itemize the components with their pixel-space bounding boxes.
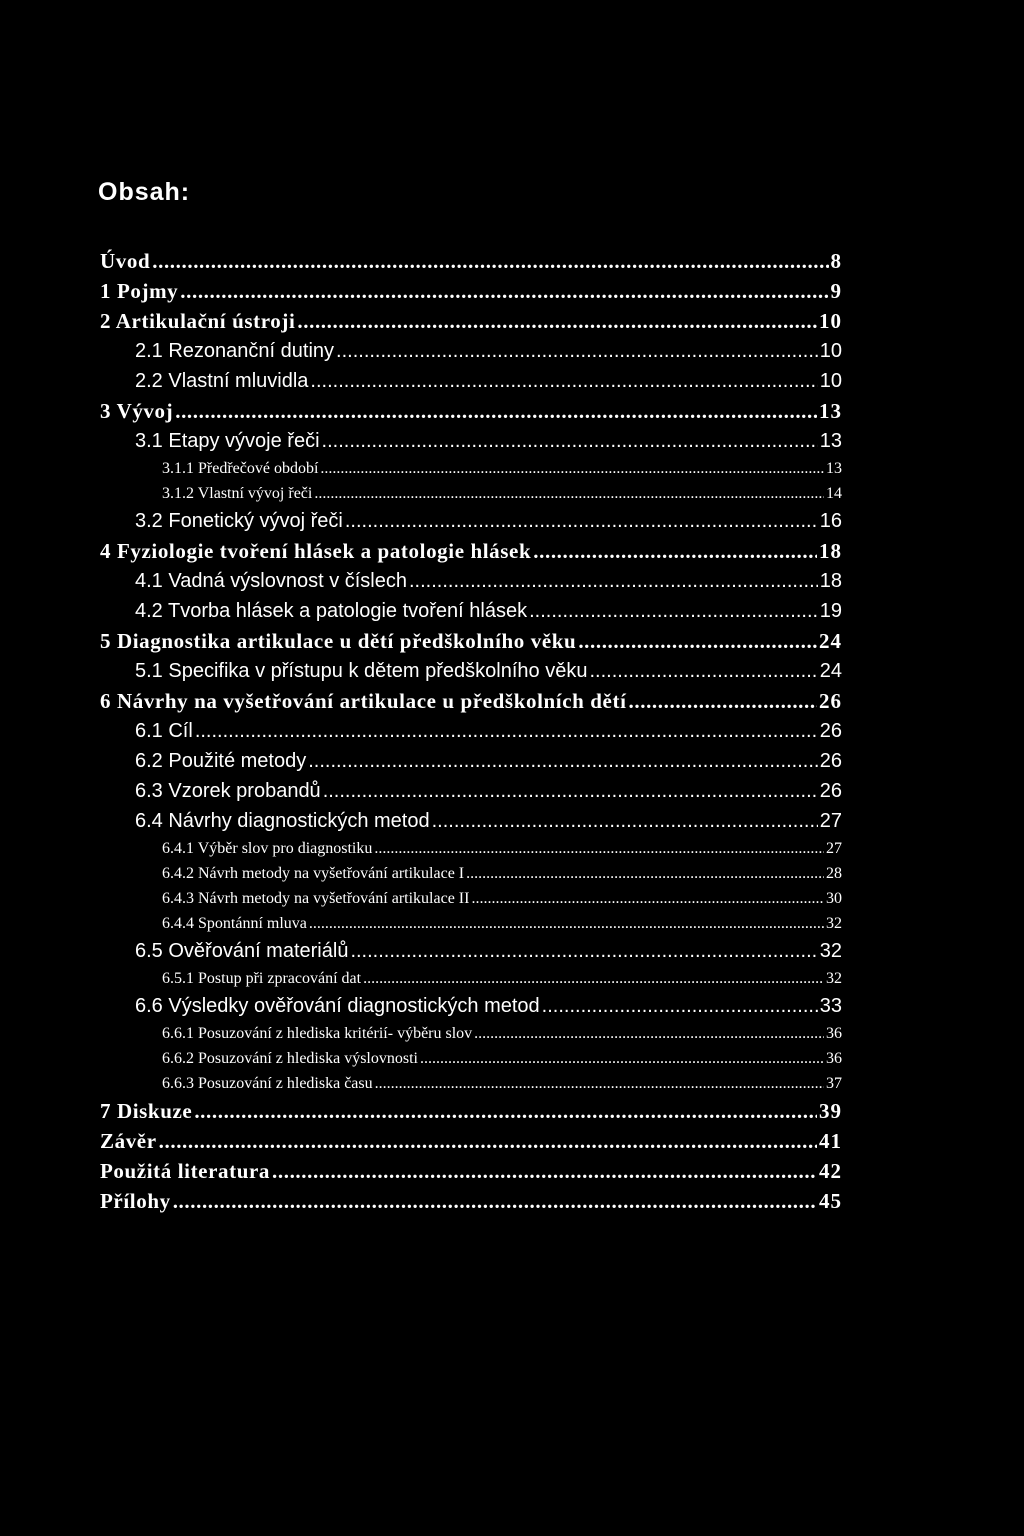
leader-dots bbox=[308, 746, 818, 776]
leader-dots bbox=[542, 991, 818, 1021]
toc-entry-title: Úvod bbox=[100, 249, 151, 273]
leader-dots bbox=[309, 911, 824, 936]
toc-entry-title: 6 Návrhy na vyšetřování artikulace u předškolních dětí bbox=[100, 689, 627, 713]
toc-entry bbox=[100, 966, 842, 991]
toc-entry-title: 4.1 Vadná výslovnost v číslech bbox=[135, 570, 407, 592]
toc-entry bbox=[100, 776, 842, 806]
toc-entry bbox=[100, 481, 842, 506]
toc-entry bbox=[100, 1156, 842, 1186]
toc-entry bbox=[100, 886, 842, 911]
toc-entry-title: 6.5.1 Postup při zpracování dat bbox=[162, 970, 362, 987]
toc-entry-page: 42 bbox=[819, 1159, 842, 1183]
toc-entry bbox=[100, 306, 842, 336]
toc-entry-page: 24 bbox=[819, 660, 842, 682]
toc-entry-page: 30 bbox=[826, 890, 842, 907]
leader-dots bbox=[297, 306, 817, 336]
leader-dots bbox=[195, 716, 818, 746]
leader-dots bbox=[322, 426, 818, 456]
toc-entry-title: 3.1.2 Vlastní vývoj řeči bbox=[162, 485, 313, 502]
toc-entry-title: 6.4.1 Výběr slov pro diagnostiku bbox=[162, 840, 373, 857]
toc-heading: Obsah: bbox=[98, 178, 191, 206]
toc-entry bbox=[100, 686, 842, 716]
toc-entry bbox=[100, 426, 842, 456]
toc-entry-title: 6.6.2 Posuzování z hlediska výslovnosti bbox=[162, 1050, 418, 1067]
leader-dots bbox=[474, 1021, 824, 1046]
leader-dots bbox=[471, 886, 824, 911]
toc-entry bbox=[100, 991, 842, 1021]
leader-dots bbox=[363, 966, 824, 991]
toc-entry bbox=[100, 506, 842, 536]
toc-entry-page: 24 bbox=[819, 629, 842, 653]
toc-entry-page: 37 bbox=[826, 1075, 842, 1092]
leader-dots bbox=[629, 686, 817, 716]
toc-entry-page: 13 bbox=[819, 399, 842, 423]
toc-entry bbox=[100, 716, 842, 746]
toc-entry-title: 6.6.3 Posuzování z hlediska času bbox=[162, 1075, 373, 1092]
leader-dots bbox=[336, 336, 818, 366]
toc-entry bbox=[100, 456, 842, 481]
toc-entry-page: 18 bbox=[819, 539, 842, 563]
toc-entry-page: 10 bbox=[819, 370, 842, 392]
leader-dots bbox=[180, 276, 828, 306]
leader-dots bbox=[466, 861, 824, 886]
toc-entry bbox=[100, 1021, 842, 1046]
leader-dots bbox=[320, 456, 824, 481]
toc-entry-page: 28 bbox=[826, 865, 842, 882]
toc-entry-title: 6.2 Použité metody bbox=[135, 750, 307, 772]
toc-entry-page: 10 bbox=[819, 309, 842, 333]
toc-entry-title: 6.5 Ověřování materiálů bbox=[135, 940, 349, 962]
toc-entry bbox=[100, 276, 842, 306]
leader-dots bbox=[159, 1126, 817, 1156]
leader-dots bbox=[420, 1046, 824, 1071]
toc-entry-page: 27 bbox=[819, 810, 842, 832]
toc-entry-title: 5.1 Specifika v přístupu k dětem předškolního věku bbox=[135, 660, 588, 682]
toc-entry bbox=[100, 1046, 842, 1071]
toc-entry bbox=[100, 396, 842, 426]
toc-entry-page: 18 bbox=[819, 570, 842, 592]
toc-entry-title: 4.2 Tvorba hlásek a patologie tvoření hlásek bbox=[135, 600, 528, 622]
toc-entry bbox=[100, 836, 842, 861]
toc-entry-page: 9 bbox=[830, 279, 842, 303]
leader-dots bbox=[152, 246, 828, 276]
leader-dots bbox=[375, 1071, 824, 1096]
toc-entry-title: Použitá literatura bbox=[100, 1159, 271, 1183]
leader-dots bbox=[578, 626, 817, 656]
toc-entry-page: 36 bbox=[826, 1050, 842, 1067]
toc-entry bbox=[100, 1186, 842, 1216]
toc-entry-title: 6.1 Cíl bbox=[135, 720, 193, 742]
toc-entry-page: 27 bbox=[826, 840, 842, 857]
toc-entry-page: 16 bbox=[819, 510, 842, 532]
toc-entry-title: 3.2 Fonetický vývoj řeči bbox=[135, 510, 343, 532]
toc-entry-title: 2 Artikulační ústroji bbox=[100, 309, 296, 333]
toc-entry-title: Závěr bbox=[100, 1129, 157, 1153]
toc-entry bbox=[100, 626, 842, 656]
leader-dots bbox=[529, 596, 818, 626]
leader-dots bbox=[194, 1096, 817, 1126]
toc-entry bbox=[100, 936, 842, 966]
toc-entry bbox=[100, 566, 842, 596]
leader-dots bbox=[314, 481, 824, 506]
toc-entry-title: 7 Diskuze bbox=[100, 1099, 193, 1123]
toc-entry bbox=[100, 246, 842, 276]
leader-dots bbox=[409, 566, 818, 596]
toc-entry-title: Přílohy bbox=[100, 1189, 171, 1213]
toc-entry-page: 41 bbox=[819, 1129, 842, 1153]
leader-dots bbox=[432, 806, 818, 836]
toc-entry-title: 3 Vývoj bbox=[100, 399, 174, 423]
toc-entry-page: 39 bbox=[819, 1099, 842, 1123]
toc-entry-page: 32 bbox=[819, 940, 842, 962]
toc-entry-page: 8 bbox=[830, 249, 842, 273]
toc-entry-page: 19 bbox=[819, 600, 842, 622]
toc-entry-page: 26 bbox=[819, 780, 842, 802]
toc-entry-page: 13 bbox=[826, 460, 842, 477]
leader-dots bbox=[345, 506, 818, 536]
toc-entry bbox=[100, 911, 842, 936]
toc-entry bbox=[100, 806, 842, 836]
toc-entry-page: 26 bbox=[819, 720, 842, 742]
leader-dots bbox=[350, 936, 817, 966]
toc-entry-title: 1 Pojmy bbox=[100, 279, 179, 303]
toc-entry-title: 6.4 Návrhy diagnostických metod bbox=[135, 810, 430, 832]
toc-entry bbox=[100, 1096, 842, 1126]
toc-entry-title: 6.3 Vzorek probandů bbox=[135, 780, 321, 802]
leader-dots bbox=[175, 396, 817, 426]
toc-entry-title: 4 Fyziologie tvoření hlásek a patologie hlásek bbox=[100, 539, 532, 563]
toc-entry-page: 32 bbox=[826, 970, 842, 987]
toc-entry-page: 45 bbox=[819, 1189, 842, 1213]
toc-entry-page: 13 bbox=[819, 430, 842, 452]
toc-entry-title: 3.1.1 Předřečové období bbox=[162, 460, 319, 477]
toc-entry bbox=[100, 536, 842, 566]
leader-dots bbox=[533, 536, 817, 566]
toc-entry-title: 2.1 Rezonanční dutiny bbox=[135, 340, 335, 362]
leader-dots bbox=[374, 836, 824, 861]
toc-entry-title: 6.4.4 Spontánní mluva bbox=[162, 915, 307, 932]
toc-entry bbox=[100, 656, 842, 686]
toc-entry-title: 2.2 Vlastní mluvidla bbox=[135, 370, 309, 392]
toc-entry-page: 26 bbox=[819, 689, 842, 713]
toc-entry-page: 26 bbox=[819, 750, 842, 772]
toc-entry-page: 33 bbox=[819, 995, 842, 1017]
toc-entry-page: 36 bbox=[826, 1025, 842, 1042]
toc-entry-title: 3.1 Etapy vývoje řeči bbox=[135, 430, 320, 452]
toc-entry bbox=[100, 1126, 842, 1156]
leader-dots bbox=[589, 656, 817, 686]
toc-entry-title: 6.4.3 Návrh metody na vyšetřování artikulace II bbox=[162, 890, 470, 907]
toc-list bbox=[100, 246, 842, 1216]
toc-entry bbox=[100, 366, 842, 396]
toc-entry-title: 6.6 Výsledky ověřování diagnostických metod bbox=[135, 995, 540, 1017]
leader-dots bbox=[323, 776, 818, 806]
leader-dots bbox=[310, 366, 817, 396]
toc-entry-title: 6.6.1 Posuzování z hlediska kritérií- výběru slov bbox=[162, 1025, 473, 1042]
toc-entry-page: 10 bbox=[819, 340, 842, 362]
toc-entry bbox=[100, 596, 842, 626]
toc-entry bbox=[100, 336, 842, 366]
toc-entry-title: 6.4.2 Návrh metody na vyšetřování artikulace I bbox=[162, 865, 465, 882]
toc-entry-title: 5 Diagnostika artikulace u dětí předškolního věku bbox=[100, 629, 577, 653]
toc-entry-page: 14 bbox=[826, 485, 842, 502]
toc-entry bbox=[100, 746, 842, 776]
leader-dots bbox=[173, 1186, 817, 1216]
toc-entry bbox=[100, 861, 842, 886]
toc-entry bbox=[100, 1071, 842, 1096]
leader-dots bbox=[272, 1156, 817, 1186]
toc-entry-page: 32 bbox=[826, 915, 842, 932]
